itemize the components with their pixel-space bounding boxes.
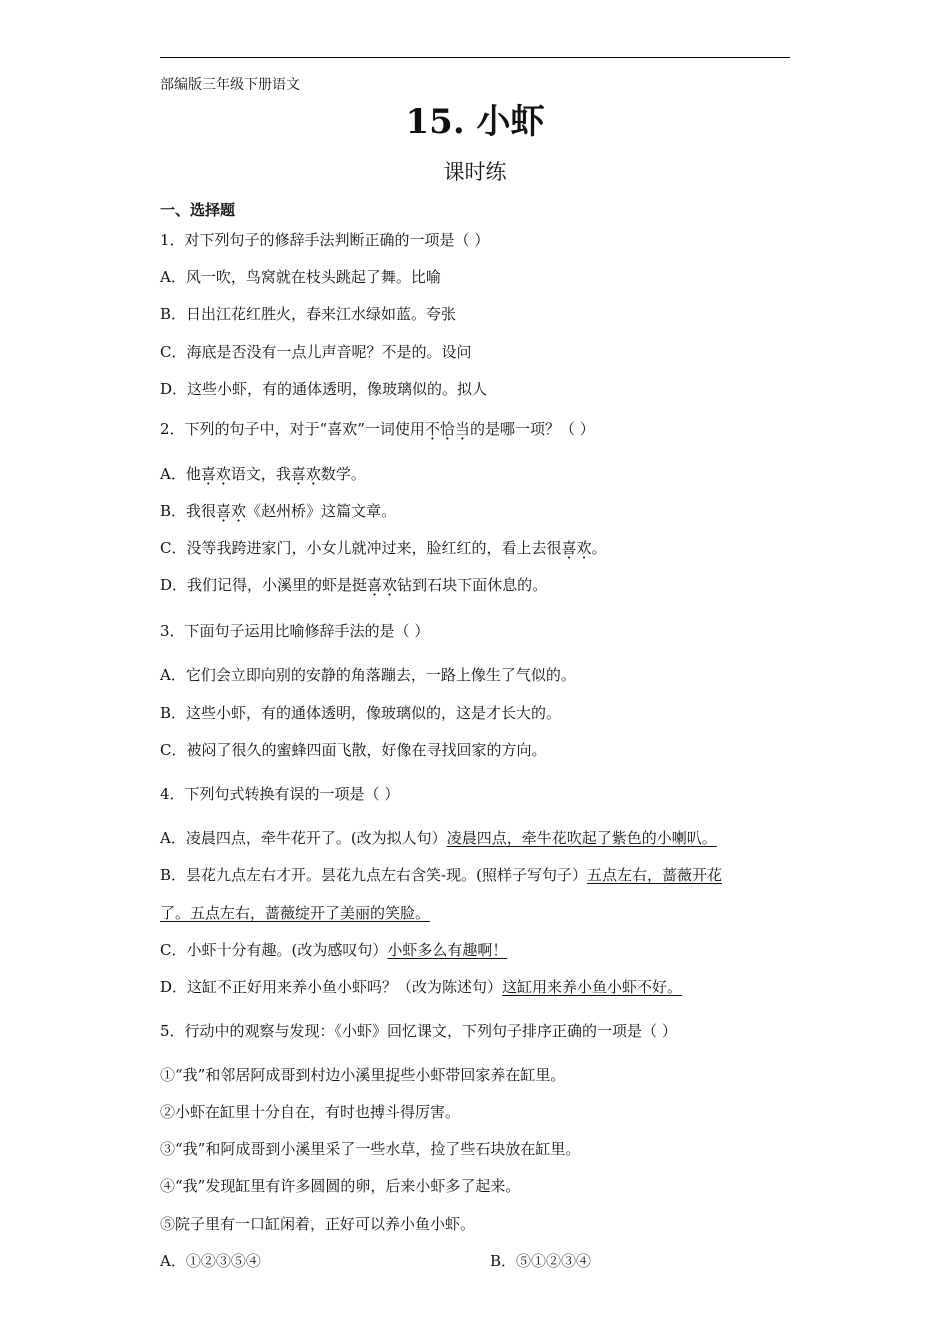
emphasis-char: 喜 [561,539,577,557]
section-heading: 一、选择题 [160,201,236,219]
q5-sentence-5: ⑤院子里有一口缸闲着，正好可以养小鱼小虾。 [160,1215,476,1233]
q3-stem: 3．下面句子运用比喻修辞手法的是（ ） [160,622,430,640]
q5-option-b: B．⑤①②③④ [490,1252,592,1270]
q4-option-c: C．小虾十分有趣。(改为感叹句）小虾多么有趣啊！ [160,941,508,959]
q5-option-a: A．①②③⑤④ [160,1252,261,1270]
q3-option-c: C．被闷了很久的蜜蜂四面飞散，好像在寻找回家的方向。 [160,741,547,759]
q4-option-b: B．昙花九点左右才开。昙花九点左右含笑-现。(照样子写句子）五点左右，蔷薇开花 [160,866,722,884]
q4-option-b-cont [160,903,430,923]
doc-header: 部编版三年级下册语文 [160,77,300,93]
q5-sentence-2: ②小虾在缸里十分自在，有时也搏斗得厉害。 [160,1103,461,1121]
q4-option-a: A．凌晨四点，牵牛花开了。(改为拟人句）凌晨四点，牵牛花吹起了紫色的小喇叭。 [160,829,717,847]
answer-text: 小虾多么有趣啊！ [387,941,508,959]
emphasis-char: 欢 [576,539,592,557]
answer-text: 五点左右，蔷薇开花 [586,866,722,884]
emphasis-char: 欢 [382,576,398,594]
answer-text: 了。五点左右，蔷薇绽开了美丽的笑脸。 [160,904,431,922]
emphasis-char: 欢 [215,465,231,483]
q2-stem: 2．下列的句子中，对于“喜欢”一词使用不恰当的是哪一项？（ ） [160,420,595,438]
header-rule [160,57,790,58]
page-title: 15. 小虾 [405,102,545,142]
emphasis-char: 喜 [216,502,232,520]
q1-option-c: C．海底是否没有一点儿声音呢？不是的。设问 [160,343,472,361]
q2-option-a: A．他喜欢语文，我喜欢数学。 [160,465,366,483]
q1-option-a: A．风一吹，鸟窝就在枝头跳起了舞。比喻 [160,268,441,286]
q3-option-a: A．它们会立即向别的安静的角落蹦去，一路上像生了气似的。 [160,666,576,684]
q4-stem: 4．下列句式转换有误的一项是（ ） [160,785,400,803]
q2-option-c: C．没等我跨进家门，小女儿就冲过来，脸红红的，看上去很喜欢。 [160,539,607,557]
page-subtitle: 课时练 [443,160,507,184]
q5-sentence-1: ①“我”和邻居阿成哥到村边小溪里捉些小虾带回家养在缸里。 [160,1066,566,1084]
q1-stem: 1．对下列句子的修辞手法判断正确的一项是（ ） [160,231,490,249]
emphasis-char: 喜 [200,465,216,483]
q4-option-d: D．这缸不正好用来养小鱼小虾吗？（改为陈述句）这缸用来养小鱼小虾不好。 [160,978,683,996]
emphasis-char: 欢 [305,465,321,483]
q5-sentence-3: ③“我”和阿成哥到小溪里采了一些水草，捡了些石块放在缸里。 [160,1140,581,1158]
q3-option-b: B．这些小虾，有的通体透明，像玻璃似的，这是才长大的。 [160,704,562,722]
emphasis-char: 喜 [290,465,306,483]
answer-text: 凌晨四点，牵牛花吹起了紫色的小喇叭。 [446,829,717,847]
q2-option-b: B．我很喜欢《赵州桥》这篇文章。 [160,502,397,520]
q5-stem: 5．行动中的观察与发现：《小虾》回忆课文，下列句子排序正确的一项是（ ） [160,1022,677,1040]
emphasis-char: 当 [454,420,470,438]
answer-text: 这缸用来养小鱼小虾不好。 [502,978,683,996]
emphasis-char: 喜 [367,576,383,594]
q2-option-d: D．我们记得，小溪里的虾是挺喜欢钻到石块下面休息的。 [160,576,548,594]
emphasis-char: 欢 [231,502,247,520]
q1-option-d: D．这些小虾，有的通体透明，像玻璃似的。拟人 [160,380,488,398]
q5-sentence-4: ④“我”发现缸里有许多圆圆的卵，后来小虾多了起来。 [160,1177,521,1195]
q1-option-b: B．日出江花红胜火，春来江水绿如蓝。夸张 [160,305,457,323]
emphasis-char: 不 [424,420,440,438]
emphasis-char: 恰 [439,420,455,438]
